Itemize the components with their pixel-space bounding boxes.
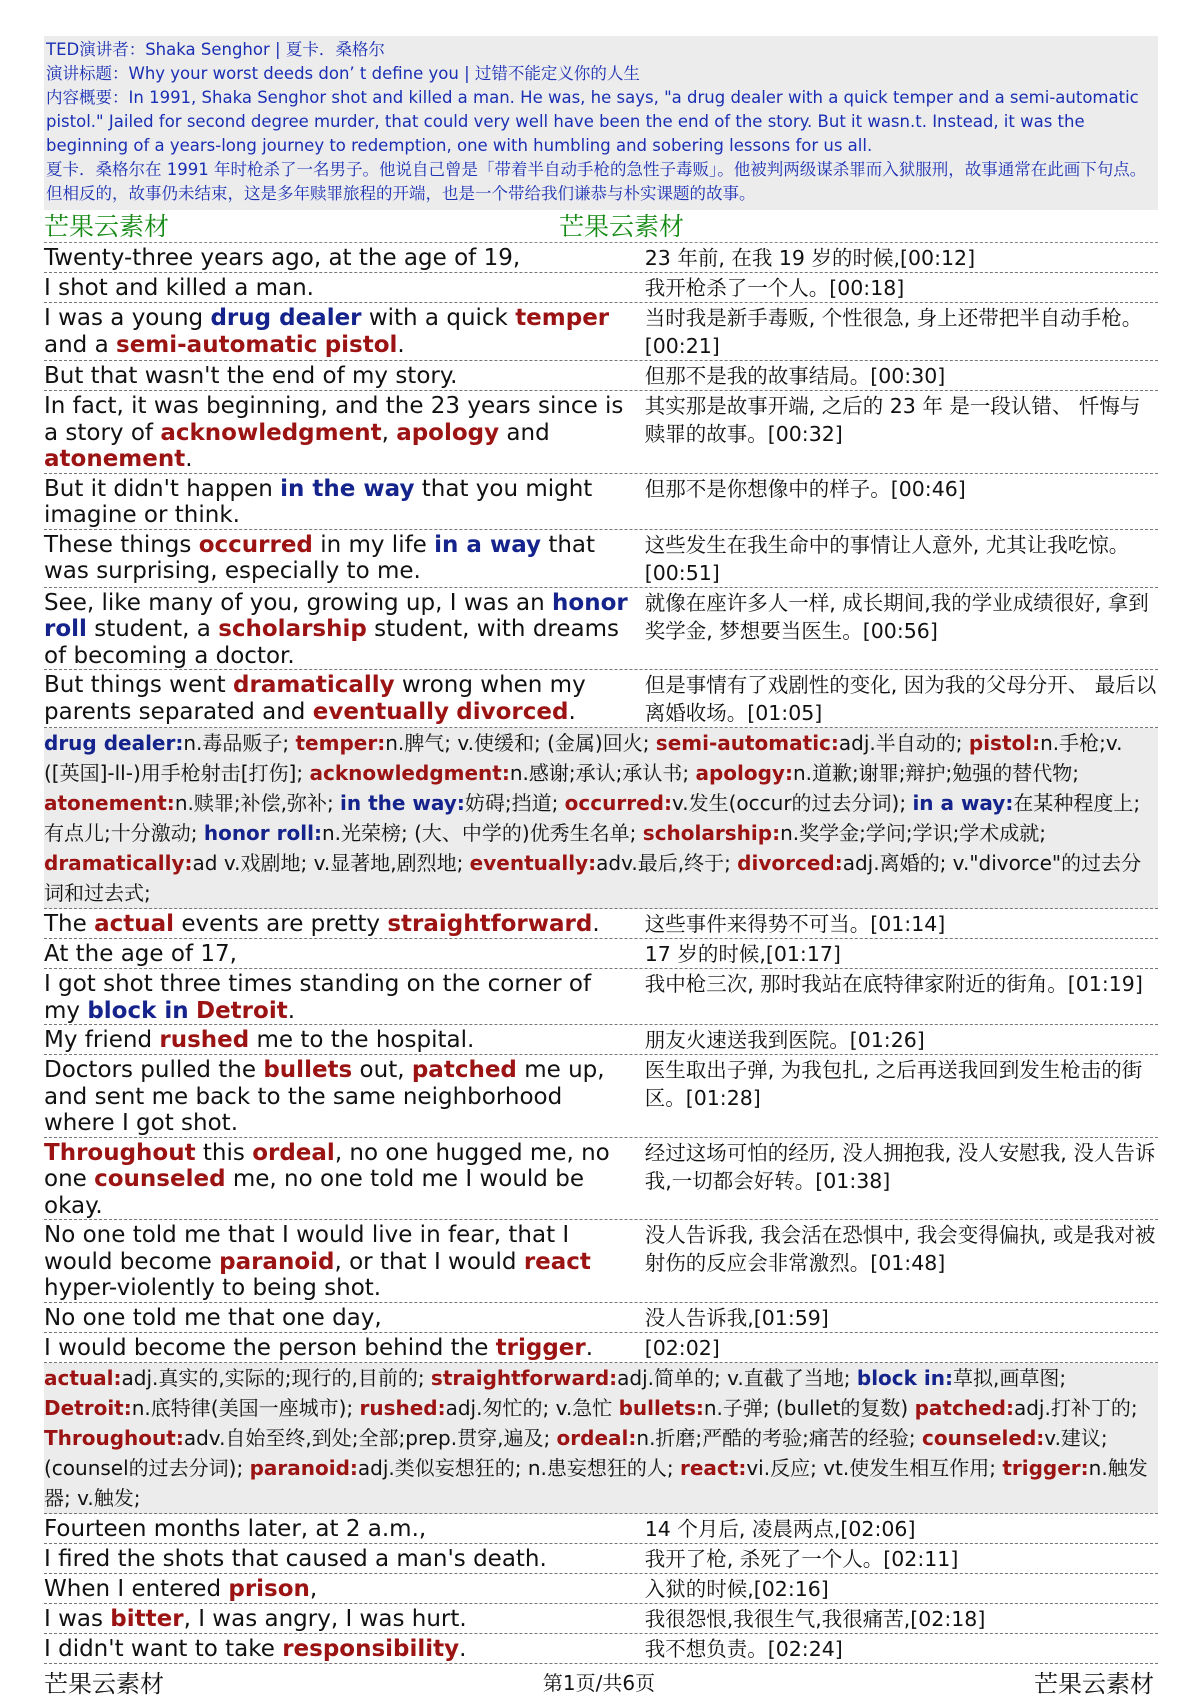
summary-zh: 夏卡．桑格尔在 1991 年时枪杀了一名男子。他说自己曾是「带着半自动手枪的急性子毒贩」。他被判两级谋杀罪而入狱服刑，故事通常在此画下句点。但相反的，故事仍未结束，这是多年赎罪旅程的开端，也是一个带给我们谦恭与朴实课题的故事。 [46, 160, 1147, 203]
text-segment [189, 998, 196, 1024]
keyword: responsibility [282, 1635, 460, 1662]
english-line [44, 1544, 633, 1573]
text-segment: In fact, it was beginning, and the 23 years since is a story of [44, 393, 624, 446]
transcript-row [44, 670, 1158, 728]
chinese-translation: 我不想负责。[02:24] [644, 1636, 843, 1661]
text-segment: No one told me that one day, [44, 1304, 382, 1331]
vocab-definition: adj.真实的,实际的;现行的,目前的; [121, 1365, 431, 1390]
text-segment: I didn't want to take [44, 1635, 283, 1662]
vocab-word: ordeal: [556, 1425, 637, 1450]
vocab-word: temper: [295, 731, 386, 755]
keyword: prison [228, 1575, 310, 1602]
vocab-word: occurred: [564, 791, 672, 815]
text-segment: events are pretty [174, 911, 388, 937]
vocab-word: eventually: [469, 851, 597, 875]
text-segment: , [381, 419, 397, 446]
keyword: drug dealer [210, 305, 362, 331]
text-segment: . [568, 698, 576, 725]
vocab-word: apology: [695, 761, 793, 785]
vocab-word: straightforward: [430, 1365, 618, 1390]
text-segment: Doctors pulled the [44, 1057, 264, 1083]
text-segment: I would become the person behind the [44, 1334, 496, 1361]
vocab-section-2 [44, 1363, 1158, 1514]
vocab-word: bullets: [618, 1395, 704, 1420]
chinese-translation: [02:02] [644, 1335, 720, 1360]
text-segment: I got shot three times standing on the corner of my [44, 971, 592, 1024]
transcript-row [44, 1055, 1158, 1138]
text-segment: , I was angry, I was hurt. [183, 1605, 467, 1632]
chinese-translation: 这些事件来得势不可当。[01:14] [644, 912, 946, 936]
vocab-definition: n.折磨;严酷的考验;痛苦的经验; [636, 1425, 922, 1450]
vocab-word: scholarship: [642, 821, 781, 845]
footer-watermark-right: 芒果云素材 [1034, 1670, 1154, 1698]
text-segment: I was [44, 1605, 111, 1632]
vocab-word: counseled: [922, 1425, 1045, 1450]
vocab-definition: 在某种程度上;有点儿;十分激动; [44, 791, 1141, 845]
text-segment: , [309, 1575, 318, 1602]
keyword: react [523, 1248, 591, 1275]
chinese-translation: 我中枪三次, 那时我站在底特律家附近的街角。[01:19] [644, 972, 1143, 996]
page-footer [44, 1664, 1154, 1699]
keyword: ordeal [252, 1139, 335, 1166]
keyword: actual [94, 911, 175, 937]
text-segment: I was a young [44, 305, 211, 331]
keyword: scholarship [218, 616, 367, 642]
transcript-row [44, 474, 1158, 530]
text-segment: I fired the shots that caused a man's death. [44, 1545, 547, 1572]
chinese-translation: 但那不是我的故事结局。[00:30] [644, 364, 946, 388]
footer-watermark-left: 芒果云素材 [44, 1670, 164, 1698]
vocab-definition: vi.反应; vt.使发生相互作用; [746, 1455, 1003, 1480]
chinese-translation: 入狱的时候,[02:16] [644, 1576, 829, 1601]
vocab-word: divorced: [737, 851, 843, 875]
keyword: bitter [110, 1605, 184, 1632]
transcript-row [44, 303, 1158, 361]
transcript-section-2 [44, 909, 1158, 1363]
text-segment: See, like many of you, growing up, I was an [44, 589, 553, 616]
text-segment: wrong when my parents separated and [44, 672, 586, 725]
english-line [44, 969, 633, 1024]
keyword: counseled [94, 1166, 226, 1192]
transcript-section-3 [44, 1514, 1158, 1664]
vocab-definition: adj.离婚的; v."divorce"的过去分词和过去式; [44, 851, 1142, 905]
watermark-center: 芒果云素材 [559, 212, 685, 241]
talk-info [44, 36, 1158, 210]
english-line [44, 670, 633, 727]
chinese-translation: 我开枪杀了一个人。[00:18] [644, 276, 905, 300]
vocab-definition: adj.半自动的; [838, 731, 969, 755]
vocab-section-1 [44, 728, 1158, 909]
text-segment: But that wasn't the end of my story. [44, 363, 458, 389]
english-line [44, 1138, 633, 1220]
document-page [44, 36, 1158, 1664]
text-segment: this [195, 1139, 253, 1166]
vocab-word: rushed: [359, 1395, 446, 1420]
vocab-definition: n.毒品贩子; [183, 731, 296, 755]
chinese-translation: 这些发生在我生命中的事情让人意外, 尤其让我吃惊。[00:51] [644, 532, 1130, 585]
text-segment: with a quick [361, 305, 516, 331]
transcript-row [44, 391, 1158, 474]
transcript-row [44, 1574, 1158, 1604]
english-line [44, 1634, 633, 1663]
keyword: bullets [263, 1057, 353, 1083]
vocab-word: patched: [914, 1395, 1014, 1420]
english-line [44, 273, 633, 302]
transcript-row [44, 1634, 1158, 1664]
transcript-row [44, 1303, 1158, 1333]
transcript-row [44, 969, 1158, 1025]
keyword: apology [396, 419, 500, 446]
text-segment: When I entered [44, 1575, 229, 1602]
english-line [44, 303, 633, 360]
vocab-definition: ad v.戏剧地; v.显著地,剧烈地; [192, 851, 470, 875]
english-line [44, 909, 633, 938]
keyword: paranoid [219, 1248, 335, 1275]
keyword: straightforward [387, 911, 593, 937]
transcript-row [44, 939, 1158, 969]
text-segment: and [499, 419, 550, 446]
text-segment: . [459, 1635, 467, 1662]
text-segment: , or that I would [334, 1248, 524, 1275]
transcript-row [44, 1220, 1158, 1303]
vocab-definition: 妨碍;挡道; [464, 791, 565, 815]
text-segment: hyper-violently to being shot. [44, 1275, 382, 1301]
transcript-row [44, 1025, 1158, 1055]
keyword: pistol [324, 331, 398, 358]
keyword: dramatically [233, 672, 395, 698]
text-segment: out, [352, 1057, 412, 1083]
vocab-definition: n.奖学金;学问;学识;学术成就; [780, 821, 1047, 845]
vocab-definition: adv.自始至终,到处;全部;prep.贯穿,遍及; [183, 1425, 557, 1450]
english-line [44, 1055, 633, 1137]
vocab-word: dramatically: [44, 851, 193, 875]
page-number: 第1页/共6页 [542, 1671, 656, 1695]
text-segment: , no one hugged me, no one [44, 1139, 610, 1192]
text-segment: . [592, 911, 600, 937]
vocab-definition: n.光荣榜; (大、中学的)优秀生名单; [321, 821, 643, 845]
chinese-translation: 但是事情有了戏剧性的变化, 因为我的父母分开、 最后以离婚收场。[01:05] [644, 673, 1157, 725]
transcript-row [44, 1333, 1158, 1363]
vocab-definition: v.建议; (counsel的过去分词); [44, 1425, 1108, 1480]
text-segment: that you might imagine or think. [44, 475, 593, 528]
english-line [44, 1604, 633, 1633]
vocab-word: honor roll: [203, 821, 322, 845]
vocab-definition: adj.类似妄想狂的; n.患妄想狂的人; [357, 1455, 680, 1480]
transcript-row [44, 1544, 1158, 1574]
vocab-definition: adv.最后,终于; [596, 851, 738, 875]
vocab-definition: n.感谢;承认;承认书; [509, 761, 696, 785]
keyword: Detroit [195, 997, 288, 1024]
keyword: rushed [159, 1027, 250, 1053]
transcript-section-1 [44, 243, 1158, 728]
text-segment: Fourteen months later, at 2 a.m., [44, 1515, 427, 1542]
keyword: Throughout [44, 1139, 196, 1166]
vocab-word: atonement: [44, 791, 175, 815]
vocab-word: in a way: [912, 791, 1014, 815]
chinese-translation: 但那不是你想像中的样子。[00:46] [644, 476, 966, 501]
vocab-word: react: [680, 1455, 747, 1480]
text-segment: me, no one told me I would be okay. [44, 1166, 584, 1219]
vocab-definition: n.脾气; v.使缓和; (金属)回火; [385, 731, 656, 755]
vocab-word: trigger: [1002, 1455, 1089, 1480]
text-segment: in my life [312, 531, 435, 558]
keyword: honor roll [44, 589, 628, 642]
speaker-line: TED演讲者：Shaka Senghor | 夏卡．桑格尔 [46, 40, 385, 59]
vocab-word: acknowledgment: [309, 761, 510, 785]
text-segment: . [397, 331, 405, 358]
chinese-translation: 23 年前, 在我 19 岁的时候,[00:12] [644, 246, 976, 270]
text-segment: student, with dreams of becoming a doctor. [44, 616, 620, 669]
english-line [44, 1333, 633, 1362]
chinese-translation: 没人告诉我,[01:59] [644, 1305, 829, 1330]
english-line [44, 243, 633, 272]
text-segment: and a [44, 331, 116, 358]
chinese-translation: 经过这场可怕的经历, 没人拥抱我, 没人安慰我, 没人告诉我,一切都会好转。[01:38] [644, 1140, 1156, 1193]
chinese-translation: 我开了枪, 杀死了一个人。[02:11] [644, 1546, 959, 1571]
keyword: block in [87, 997, 189, 1024]
text-segment: that was surprising, especially to me. [44, 531, 596, 584]
vocab-word: in the way: [340, 791, 465, 815]
keyword: acknowledgment [160, 419, 382, 446]
text-segment: . [185, 446, 193, 472]
text-segment: . [585, 1334, 594, 1361]
vocab-word: paranoid: [249, 1455, 358, 1480]
transcript-row [44, 1604, 1158, 1634]
vocab-word: block in: [856, 1365, 953, 1390]
chinese-translation: 其实那是故事开端, 之后的 23 年 是一段认错、 忏悔与赎罪的故事。[00:32] [644, 394, 1141, 446]
english-line [44, 1514, 633, 1543]
vocab-definition: adj.简单的; v.直截了当地; [617, 1365, 857, 1390]
vocab-definition: adj.匆忙的; v.急忙 [445, 1395, 619, 1420]
vocab-word: semi-automatic: [655, 731, 839, 755]
keyword: trigger [495, 1334, 586, 1361]
watermark-row [44, 210, 1158, 243]
text-segment: The [44, 911, 95, 937]
text-segment: me up, and sent me back to the same neighborhood where I got shot. [44, 1057, 605, 1136]
text-segment: At the age of 17, [44, 941, 237, 967]
transcript-row [44, 530, 1158, 588]
vocab-word: Throughout: [44, 1425, 184, 1450]
vocab-definition: v.发生(occur的过去分词); [671, 791, 913, 815]
text-segment [317, 332, 324, 358]
english-line [44, 939, 633, 968]
chinese-translation: 就像在座许多人一样, 成长期间,我的学业成绩很好, 拿到奖学金, 梦想要当医生。[00:56] [644, 590, 1149, 643]
text-segment: My friend [44, 1027, 160, 1053]
text-segment: me to the hospital. [249, 1027, 475, 1053]
chinese-translation: 当时我是新手毒贩, 个性很急, 身上还带把半自动手枪。[00:21] [644, 306, 1143, 358]
text-segment: These things [44, 531, 199, 558]
chinese-translation: 我很怨恨,我很生气,我很痛苦,[02:18] [644, 1606, 986, 1631]
english-line [44, 588, 633, 670]
keyword: in a way [434, 531, 542, 558]
title-line: 演讲标题：Why your worst deeds don’ t define you | 过错不能定义你的人生 [46, 64, 640, 83]
english-line [44, 1303, 633, 1332]
summary-en: 内容概要：In 1991, Shaka Senghor shot and killed a man. He was, he says, "a drug dealer with a quick temper and a semi-automatic pistol." Jailed for second degree murder, that could very well have been the end of the story. But it wasn.t. Instead, it was the beginning of a years-long journey to redemption, one with humbling and sobering lessons for us all. [46, 88, 1139, 155]
vocab-definition: n.道歉;谢罪;辩护;勉强的替代物; [792, 761, 1079, 785]
vocab-definition: n.触发器; v.触发; [44, 1455, 1148, 1510]
transcript-row [44, 588, 1158, 671]
vocab-word: drug dealer: [44, 731, 184, 755]
text-segment: But things went [44, 672, 234, 698]
text-segment: student, a [86, 616, 219, 642]
chinese-translation: 没人告诉我, 我会活在恐惧中, 我会变得偏执, 或是我对被射伤的反应会非常激烈。[01:48] [644, 1223, 1156, 1275]
english-line [44, 361, 633, 390]
transcript-row [44, 1138, 1158, 1221]
english-line [44, 474, 633, 529]
chinese-translation: 14 个月后, 凌晨两点,[02:06] [644, 1516, 916, 1541]
vocab-definition: n.赎罪;补偿,弥补; [174, 791, 341, 815]
keyword: divorced [456, 698, 569, 725]
vocab-word: pistol: [968, 731, 1041, 755]
watermark-left: 芒果云素材 [44, 212, 170, 241]
english-line [44, 530, 633, 587]
transcript-row [44, 909, 1158, 939]
keyword: occurred [198, 531, 313, 558]
text-segment: I shot and killed a man. [44, 275, 314, 301]
english-line [44, 391, 633, 473]
transcript-row [44, 1514, 1158, 1544]
keyword: in the way [280, 475, 415, 502]
transcript-row [44, 361, 1158, 391]
chinese-translation: 朋友火速送我到医院。[01:26] [644, 1028, 925, 1052]
vocab-definition: n.子弹; (bullet的复数) [703, 1395, 915, 1420]
keyword: semi-automatic [116, 331, 318, 358]
chinese-translation: 医生取出子弹, 为我包扎, 之后再送我回到发生枪击的街区。[01:28] [644, 1058, 1143, 1110]
english-line [44, 1025, 633, 1054]
vocab-word: actual: [44, 1365, 122, 1390]
vocab-definition: n.手枪;v.([英国]-ll-)用手枪射击[打伤]; [44, 731, 1123, 785]
english-line [44, 1574, 633, 1603]
vocab-definition: 草拟,画草图; [953, 1365, 1067, 1390]
keyword: eventually [312, 698, 449, 725]
chinese-translation: 17 岁的时候,[01:17] [644, 942, 841, 966]
english-line [44, 1220, 633, 1302]
text-segment: But it didn't happen [44, 475, 281, 502]
transcript-row [44, 273, 1158, 303]
keyword: patched [411, 1057, 517, 1083]
vocab-word: Detroit: [44, 1395, 132, 1420]
keyword: atonement [44, 446, 186, 472]
text-segment: No one told me that I would live in fear, that I would become [44, 1222, 570, 1275]
keyword: temper [515, 305, 610, 331]
transcript-row [44, 243, 1158, 273]
vocab-definition: n.底特律(美国一座城市); [131, 1395, 360, 1420]
text-segment: . [287, 997, 296, 1024]
vocab-definition: adj.打补丁的; [1013, 1395, 1138, 1420]
text-segment: Twenty-three years ago, at the age of 19, [44, 245, 521, 271]
